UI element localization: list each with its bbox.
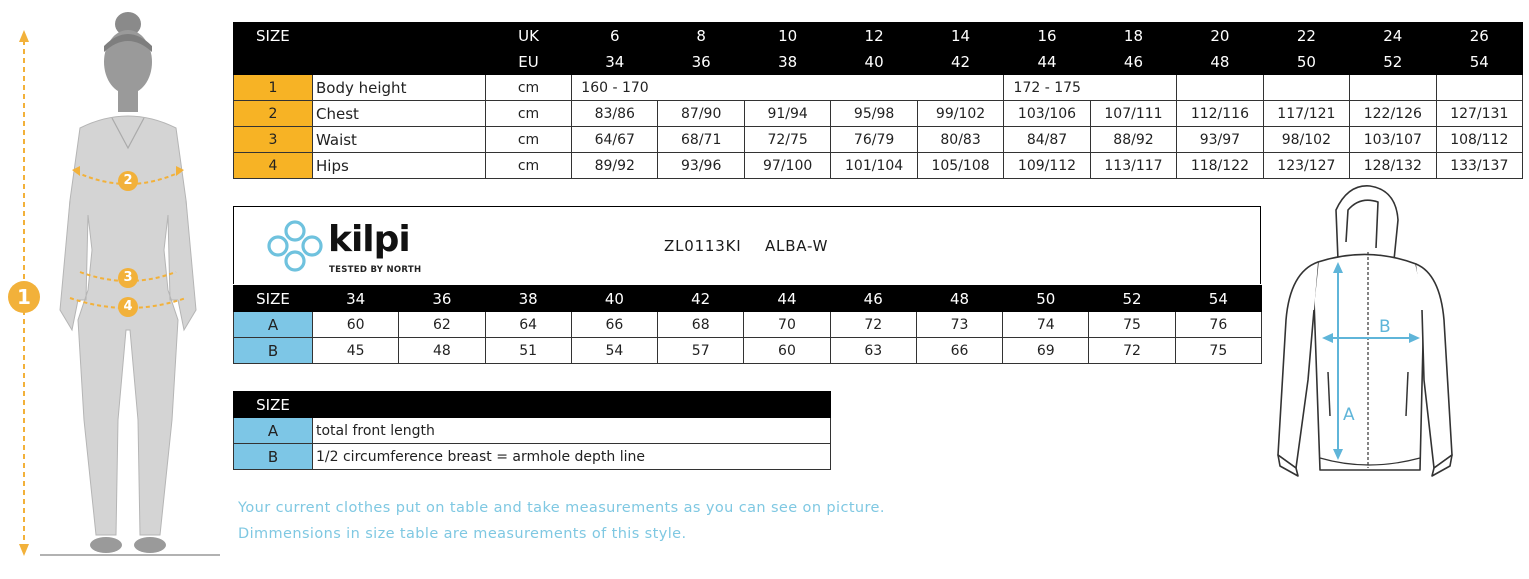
measurement-legend-table <box>233 391 831 470</box>
table-cell: 95/98 <box>831 101 917 127</box>
table-cell <box>1436 75 1522 101</box>
size-header: SIZE <box>234 23 486 49</box>
uk-size: 20 <box>1177 23 1263 49</box>
brand-tagline: TESTED BY NORTH <box>329 265 422 275</box>
eu-size: 50 <box>1263 49 1349 75</box>
measure-label: B <box>234 444 313 470</box>
table-cell: 84/87 <box>1004 127 1090 153</box>
table-cell: 117/121 <box>1263 101 1349 127</box>
table-cell: 69 <box>1003 338 1089 364</box>
garment-size-table <box>233 285 1262 364</box>
brand-header <box>233 206 1261 284</box>
eu-size: 42 <box>917 49 1003 75</box>
table-cell: 66 <box>571 312 657 338</box>
product-name: ALBA-W <box>765 237 829 255</box>
table-cell: 57 <box>658 338 744 364</box>
table-cell: 160 - 170 <box>572 75 658 101</box>
row-number: 4 <box>234 153 313 179</box>
chest-row <box>234 101 1523 127</box>
table-cell: 93/97 <box>1177 127 1263 153</box>
table-cell: 60 <box>744 338 830 364</box>
table-cell: 60 <box>313 312 399 338</box>
blank-header-cell <box>313 392 831 418</box>
eu-size: 36 <box>399 286 485 312</box>
uk-size: 18 <box>1090 23 1176 49</box>
eu-size: 54 <box>1436 49 1522 75</box>
jacket-label-a: A <box>1343 405 1355 425</box>
size-header: SIZE <box>234 392 313 418</box>
table-cell: 107/111 <box>1090 101 1176 127</box>
table-cell <box>658 75 744 101</box>
table-cell: 89/92 <box>572 153 658 179</box>
table-cell: 93/96 <box>658 153 744 179</box>
table-cell: 68/71 <box>658 127 744 153</box>
row-number: 1 <box>234 75 313 101</box>
row-unit: cm <box>486 75 572 101</box>
instruction-note: Your current clothes put on table and take measurements as you can see on picture. <box>238 500 885 516</box>
table-cell <box>1350 75 1436 101</box>
table-cell <box>1090 75 1176 101</box>
table-cell: 123/127 <box>1263 153 1349 179</box>
measure-label: A <box>234 312 313 338</box>
table-cell: 45 <box>313 338 399 364</box>
table-cell: 66 <box>916 338 1002 364</box>
table-cell: 109/112 <box>1004 153 1090 179</box>
table-cell: 101/104 <box>831 153 917 179</box>
measure-description: 1/2 circumference breast = armhole depth line <box>313 444 831 470</box>
table-cell: 113/117 <box>1090 153 1176 179</box>
eu-size: 40 <box>571 286 657 312</box>
table-cell: 88/92 <box>1090 127 1176 153</box>
eu-size: 52 <box>1089 286 1175 312</box>
garment-size-header-row <box>234 286 1262 312</box>
row-name: Waist <box>313 127 486 153</box>
blank-header-cell <box>234 49 486 75</box>
eu-size: 54 <box>1175 286 1261 312</box>
table-cell: 99/102 <box>917 101 1003 127</box>
eu-size: 40 <box>831 49 917 75</box>
uk-size: 12 <box>831 23 917 49</box>
table-cell: 48 <box>399 338 485 364</box>
uk-label: UK <box>486 23 572 49</box>
table-cell: 54 <box>571 338 657 364</box>
table-cell: 76/79 <box>831 127 917 153</box>
jacket-label-b: B <box>1379 317 1391 337</box>
uk-size: 8 <box>658 23 744 49</box>
row-unit: cm <box>486 127 572 153</box>
eu-size-row <box>234 49 1523 75</box>
hips-row <box>234 153 1523 179</box>
table-cell: 72 <box>830 312 916 338</box>
table-cell: 72 <box>1089 338 1175 364</box>
eu-size: 34 <box>572 49 658 75</box>
table-cell: 103/106 <box>1004 101 1090 127</box>
eu-size: 38 <box>485 286 571 312</box>
table-cell: 68 <box>658 312 744 338</box>
table-cell: 64/67 <box>572 127 658 153</box>
uk-size-row <box>234 23 1523 49</box>
waist-row <box>234 127 1523 153</box>
measure-label: A <box>234 418 313 444</box>
size-header: SIZE <box>234 286 313 312</box>
row-name: Body height <box>313 75 486 101</box>
eu-size: 44 <box>744 286 830 312</box>
eu-size: 48 <box>916 286 1002 312</box>
table-cell: 83/86 <box>572 101 658 127</box>
table-cell: 70 <box>744 312 830 338</box>
table-cell <box>831 75 917 101</box>
body-size-table <box>233 22 1523 179</box>
eu-size: 36 <box>658 49 744 75</box>
legend-row-b <box>234 444 831 470</box>
marker-2-label: 2 <box>123 173 133 188</box>
eu-size: 52 <box>1350 49 1436 75</box>
row-number: 3 <box>234 127 313 153</box>
table-cell: 62 <box>399 312 485 338</box>
table-cell <box>1263 75 1349 101</box>
jacket-illustration <box>1268 180 1453 485</box>
legend-row-a <box>234 418 831 444</box>
uk-size: 14 <box>917 23 1003 49</box>
brand-logo-text: kilpi <box>328 219 410 260</box>
table-cell: 127/131 <box>1436 101 1522 127</box>
table-cell: 63 <box>830 338 916 364</box>
eu-size: 48 <box>1177 49 1263 75</box>
marker-3-label: 3 <box>123 270 133 285</box>
table-cell: 122/126 <box>1350 101 1436 127</box>
eu-size: 42 <box>658 286 744 312</box>
row-unit: cm <box>486 101 572 127</box>
uk-size: 24 <box>1350 23 1436 49</box>
table-cell: 118/122 <box>1177 153 1263 179</box>
measure-label: B <box>234 338 313 364</box>
body-figure-illustration <box>0 0 225 579</box>
row-unit: cm <box>486 153 572 179</box>
table-cell: 75 <box>1089 312 1175 338</box>
product-code: ZL0113KI <box>664 237 742 255</box>
measure-a-row <box>234 312 1262 338</box>
measure-b-row <box>234 338 1262 364</box>
table-cell: 80/83 <box>917 127 1003 153</box>
table-cell: 103/107 <box>1350 127 1436 153</box>
table-cell: 75 <box>1175 338 1261 364</box>
measure-description: total front length <box>313 418 831 444</box>
table-cell: 172 - 175 <box>1004 75 1090 101</box>
eu-size: 44 <box>1004 49 1090 75</box>
table-cell: 97/100 <box>744 153 830 179</box>
marker-1-label: 1 <box>17 285 31 309</box>
eu-size: 46 <box>1090 49 1176 75</box>
table-cell: 72/75 <box>744 127 830 153</box>
legend-header-row <box>234 392 831 418</box>
table-cell: 108/112 <box>1436 127 1522 153</box>
table-cell: 64 <box>485 312 571 338</box>
eu-size: 46 <box>830 286 916 312</box>
table-cell <box>744 75 830 101</box>
table-cell: 76 <box>1175 312 1261 338</box>
kilpi-knot-icon <box>264 217 326 275</box>
dimension-note: Dimmensions in size table are measurements of this style. <box>238 526 687 542</box>
eu-size: 34 <box>313 286 399 312</box>
table-cell: 87/90 <box>658 101 744 127</box>
table-cell: 51 <box>485 338 571 364</box>
row-number: 2 <box>234 101 313 127</box>
uk-size: 10 <box>744 23 830 49</box>
eu-size: 50 <box>1003 286 1089 312</box>
table-cell: 74 <box>1003 312 1089 338</box>
eu-label: EU <box>486 49 572 75</box>
table-cell: 105/108 <box>917 153 1003 179</box>
table-cell <box>917 75 1003 101</box>
eu-size: 38 <box>744 49 830 75</box>
uk-size: 6 <box>572 23 658 49</box>
row-name: Hips <box>313 153 486 179</box>
table-cell: 91/94 <box>744 101 830 127</box>
table-cell: 73 <box>916 312 1002 338</box>
marker-4-label: 4 <box>123 299 133 314</box>
uk-size: 26 <box>1436 23 1522 49</box>
row-name: Chest <box>313 101 486 127</box>
uk-size: 22 <box>1263 23 1349 49</box>
table-cell <box>1177 75 1263 101</box>
table-cell: 112/116 <box>1177 101 1263 127</box>
table-cell: 128/132 <box>1350 153 1436 179</box>
body-height-row <box>234 75 1523 101</box>
table-cell: 98/102 <box>1263 127 1349 153</box>
uk-size: 16 <box>1004 23 1090 49</box>
table-cell: 133/137 <box>1436 153 1522 179</box>
